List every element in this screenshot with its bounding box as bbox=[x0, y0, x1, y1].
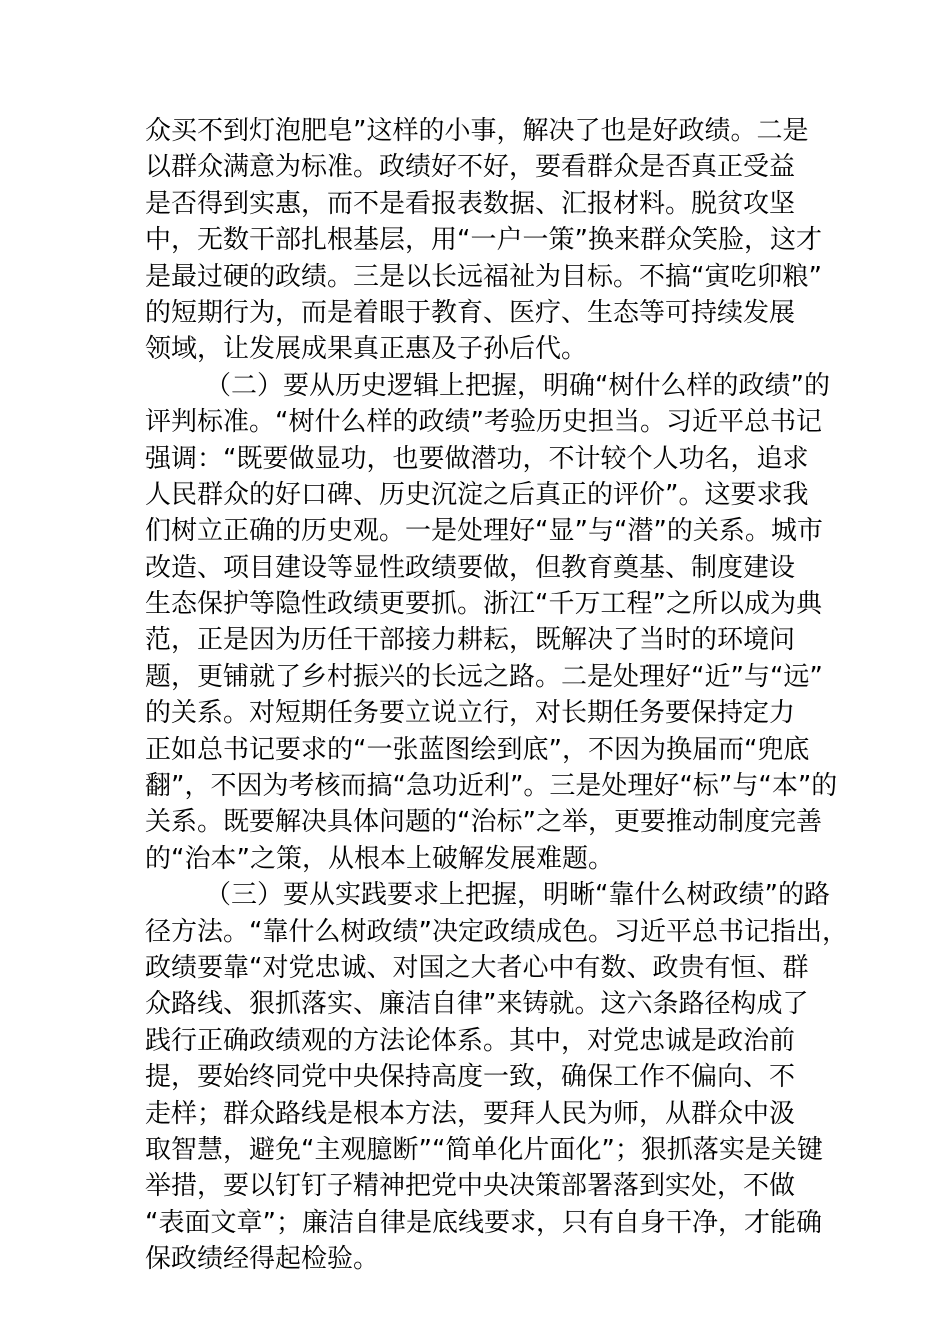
text-line: 提，要始终同党中央保持高度一致，确保工作不偏向、不 bbox=[145, 1062, 796, 1093]
text-line: 翻”，不因为考核而搞“急功近利”。三是处理好“标”与“本”的 bbox=[145, 771, 838, 802]
text-line: 生态保护等隐性政绩更要抓。浙江“千万工程”之所以成为典 bbox=[145, 589, 822, 620]
text-line: 的“治本”之策，从根本上破解发展难题。 bbox=[145, 843, 614, 874]
text-line: “表面文章”；廉洁自律是底线要求，只有自身干净，才能确 bbox=[145, 1207, 822, 1238]
text-line: 的关系。对短期任务要立说立行，对长期任务要保持定力 bbox=[145, 698, 796, 729]
text-line: 众路线、狠抓落实、廉洁自律”来铸就。这六条路径构成了 bbox=[145, 989, 809, 1020]
text-line: 范，正是因为历任干部接力耕耘，既解决了当时的环境问 bbox=[145, 625, 796, 656]
text-line: 题，更铺就了乡村振兴的长远之路。二是处理好“近”与“远” bbox=[145, 661, 823, 692]
text-line: 们树立正确的历史观。一是处理好“显”与“潜”的关系。城市 bbox=[145, 516, 823, 547]
text-line: 取智慧，避免“主观臆断”“简单化片面化”；狠抓落实是关键 bbox=[145, 1134, 823, 1165]
text-line: 正如总书记要求的“一张蓝图绘到底”，不因为换届而“兜底 bbox=[145, 734, 810, 765]
text-line: 以群众满意为标准。政绩好不好，要看群众是否真正受益 bbox=[145, 152, 796, 183]
text-line: 径方法。“靠什么树政绩”决定政绩成色。习近平总书记指出， bbox=[145, 916, 848, 947]
section-heading-line: （三）要从实践要求上把握，明晰“靠什么树政绩”的路 bbox=[205, 880, 830, 911]
text-line: 改造、项目建设等显性政绩要做，但教育奠基、制度建设 bbox=[145, 552, 796, 583]
text-line: 走样；群众路线是根本方法，要拜人民为师，从群众中汲 bbox=[145, 1098, 796, 1129]
text-line: 的短期行为，而是着眼于教育、医疗、生态等可持续发展 bbox=[145, 297, 796, 328]
section-heading-line: （二）要从历史逻辑上把握，明确“树什么样的政绩”的 bbox=[205, 370, 830, 401]
text-line: 政绩要靠“对党忠诚、对国之大者心中有数、政贵有恒、群 bbox=[145, 952, 809, 983]
text-line: 强调：“既要做显功，也要做潜功，不计较个人功名，追求 bbox=[145, 443, 809, 474]
text-line: 举措，要以钉钉子精神把党中央决策部署落到实处，不做 bbox=[145, 1171, 796, 1202]
text-line: 众买不到灯泡肥皂”这样的小事，解决了也是好政绩。二是 bbox=[145, 116, 809, 146]
text-line: 是最过硬的政绩。三是以长远福祉为目标。不搞“寅吃卯粮” bbox=[145, 261, 822, 292]
text-line: 是否得到实惠，而不是看报表数据、汇报材料。脱贫攻坚 bbox=[145, 188, 796, 219]
text-line: 关系。既要解决具体问题的“治标”之举，更要推动制度完善 bbox=[145, 807, 822, 838]
text-line: 中，无数干部扎根基层，用“一户一策”换来群众笑脸，这才 bbox=[145, 225, 822, 256]
text-line: 践行正确政绩观的方法论体系。其中，对党忠诚是政治前 bbox=[145, 1025, 796, 1056]
text-line: 人民群众的好口碑、历史沉淀之后真正的评价”。这要求我 bbox=[145, 479, 809, 510]
text-line: 评判标准。“树什么样的政绩”考验历史担当。习近平总书记 bbox=[145, 407, 822, 438]
text-line: 领域，让发展成果真正惠及子孙后代。 bbox=[145, 334, 588, 365]
text-line: 保政绩经得起检验。 bbox=[145, 1244, 380, 1275]
document-body bbox=[145, 113, 848, 1278]
